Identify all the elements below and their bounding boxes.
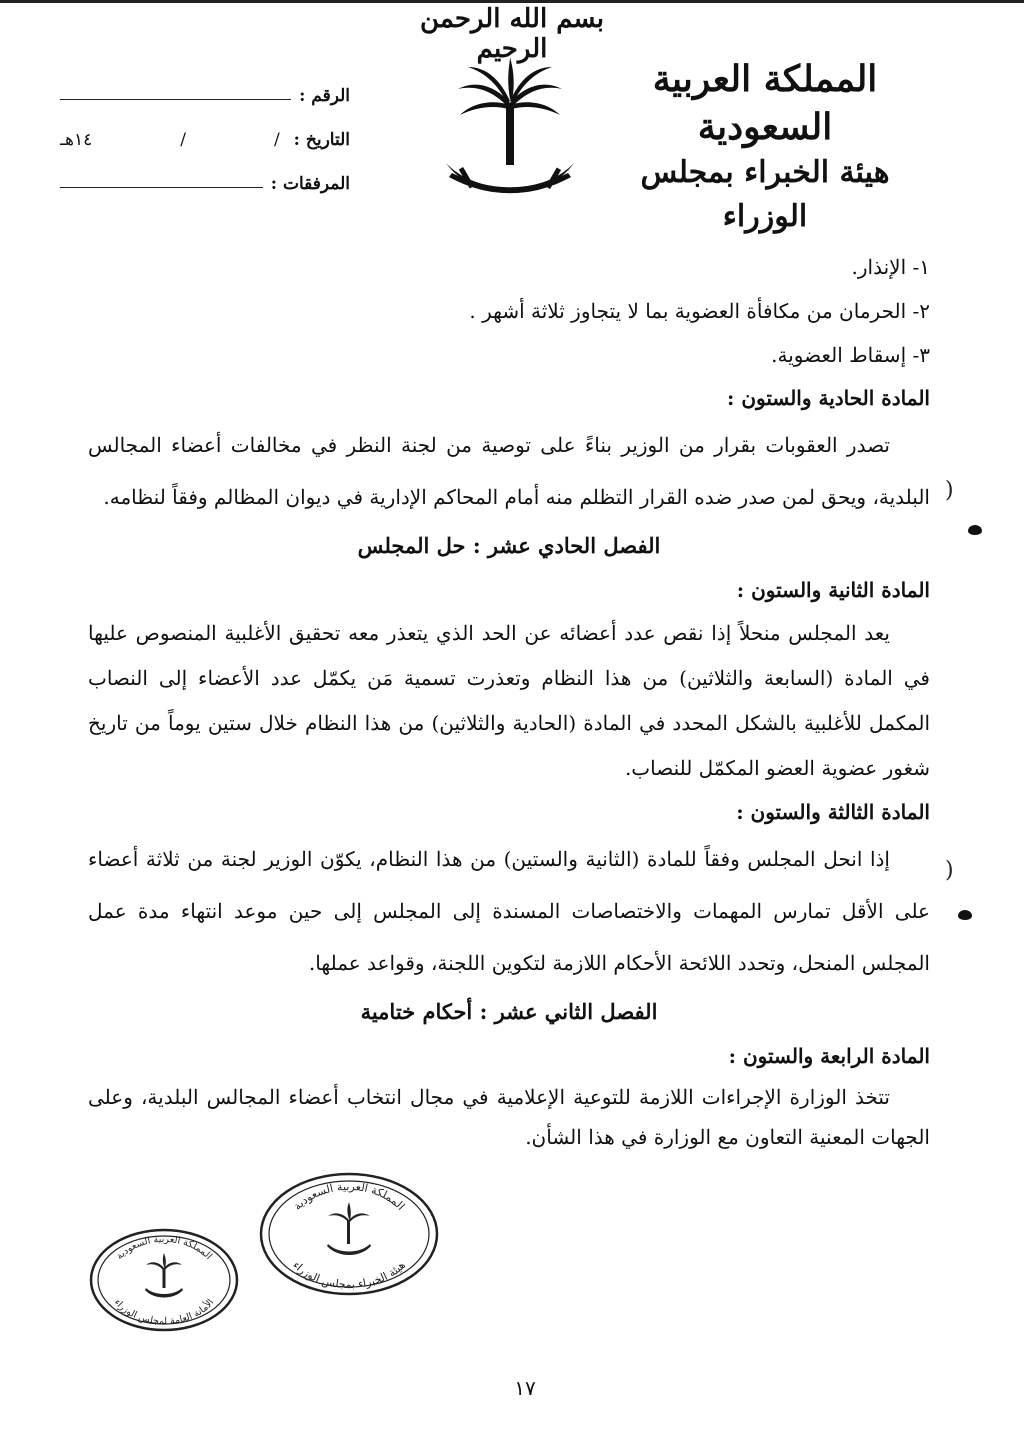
article-63-text: إذا انحل المجلس وفقاً للمادة (الثانية والستين) من هذا النظام، يكوّن الوزير لجنة من ثلاثة أعضاء على الأقل تمارس المهمات والاختصاصات المسندة إلى المجلس إلى حين موعد انتهاء مدة عمل المجلس المنحل، وتحدد اللائحة الأحكام اللازمة لتكوين اللجنة، وقواعد عملها.	[88, 847, 930, 975]
penalty-item-3: ٣- إسقاط العضوية.	[771, 343, 930, 367]
reference-block	[60, 62, 350, 194]
date-row	[60, 106, 350, 150]
chapter-11-title: الفصل الحادي عشر : حل المجلس	[357, 533, 661, 558]
document-body	[88, 245, 930, 1157]
ref-number-row	[60, 62, 350, 106]
margin-dot-1	[968, 525, 982, 535]
attachments-row	[60, 150, 350, 194]
secretariat-seal-stamp	[88, 1226, 240, 1334]
article-64-title: المادة الرابعة والستون :	[728, 1044, 930, 1068]
basmala: بسم الله الرحمن الرحيم	[420, 4, 604, 64]
article-62-text: يعد المجلس منحلاً إذا نقص عدد أعضائه عن الحد الذي يتعذر معه تحقيق الأغلبية المنصوص عليها في المادة (السابعة والثلاثين) من هذا النظام وتعذرت تسمية مَن يكمّل عدد الأعضاء إلى النصاب المكمل للأغلبية بالشكل المحدد في المادة (الحادية والثلاثين) من هذا النظام خلال ستين يوماً من تاريخ شغور عضوية العضو المكمّل للنصاب.	[88, 621, 930, 780]
stamp2-bottom-text: الأمانة العامة لمجلس الوزراء	[111, 1297, 217, 1328]
date-suffix: ١٤هـ	[60, 130, 93, 150]
attachments-line	[60, 173, 263, 188]
page-number: ١٧	[514, 1376, 536, 1400]
margin-dot-2	[958, 910, 972, 920]
chapter-12-title: الفصل الثاني عشر : أحكام ختامية	[360, 999, 658, 1024]
date-label: التاريخ :	[293, 130, 350, 150]
article-61-text: تصدر العقوبات بقرار من الوزير بناءً على توصية من لجنة النظر في مخالفات أعضاء المجالس البلدية، ويحق لمن صدر ضده القرار التظلم منه أمام المحاكم الإدارية في ديوان المظالم وفقاً لنظامه.	[88, 433, 930, 509]
article-63-title: المادة الثالثة والستون :	[736, 800, 930, 824]
experts-seal-stamp	[258, 1170, 440, 1298]
stamp2-top-text: المملكة العربية السعودية	[114, 1233, 214, 1262]
article-61-title: المادة الحادية والستون :	[726, 386, 930, 410]
penalty-item-2: ٢- الحرمان من مكافأة العضوية بما لا يتجاوز ثلاثة أشهر .	[469, 299, 930, 323]
date-sep-2: /	[180, 130, 186, 150]
ref-number-label: الرقم :	[299, 86, 350, 106]
top-border-line	[0, 0, 1024, 3]
stamp1-top-text: المملكة العربية السعودية	[290, 1179, 408, 1213]
letterhead-title	[600, 55, 930, 239]
date-fields	[60, 130, 286, 150]
kingdom-name: المملكة العربية السعودية	[652, 58, 878, 148]
article-62-title: المادة الثانية والستون :	[736, 578, 930, 602]
authority-name: هيئة الخبراء بمجلس الوزراء	[640, 155, 890, 234]
attachments-label: المرفقات :	[270, 174, 350, 194]
article-64-text: تتخذ الوزارة الإجراءات اللازمة للتوعية الإعلامية في مجال انتخاب أعضاء المجالس البلدية، وعلى الجهات المعنية التعاون مع الوزارة في هذا الشأن.	[88, 1085, 930, 1149]
date-sep-1: /	[273, 130, 280, 150]
penalty-item-1: ١- الإنذار.	[851, 255, 930, 279]
palm-swords-emblem-icon	[440, 55, 580, 205]
margin-bracket-2: )	[945, 858, 954, 883]
ref-number-line	[60, 85, 291, 100]
margin-bracket-1: )	[945, 478, 954, 503]
stamp1-bottom-text: هيئة الخبراء بمجلس الوزراء	[290, 1258, 408, 1292]
